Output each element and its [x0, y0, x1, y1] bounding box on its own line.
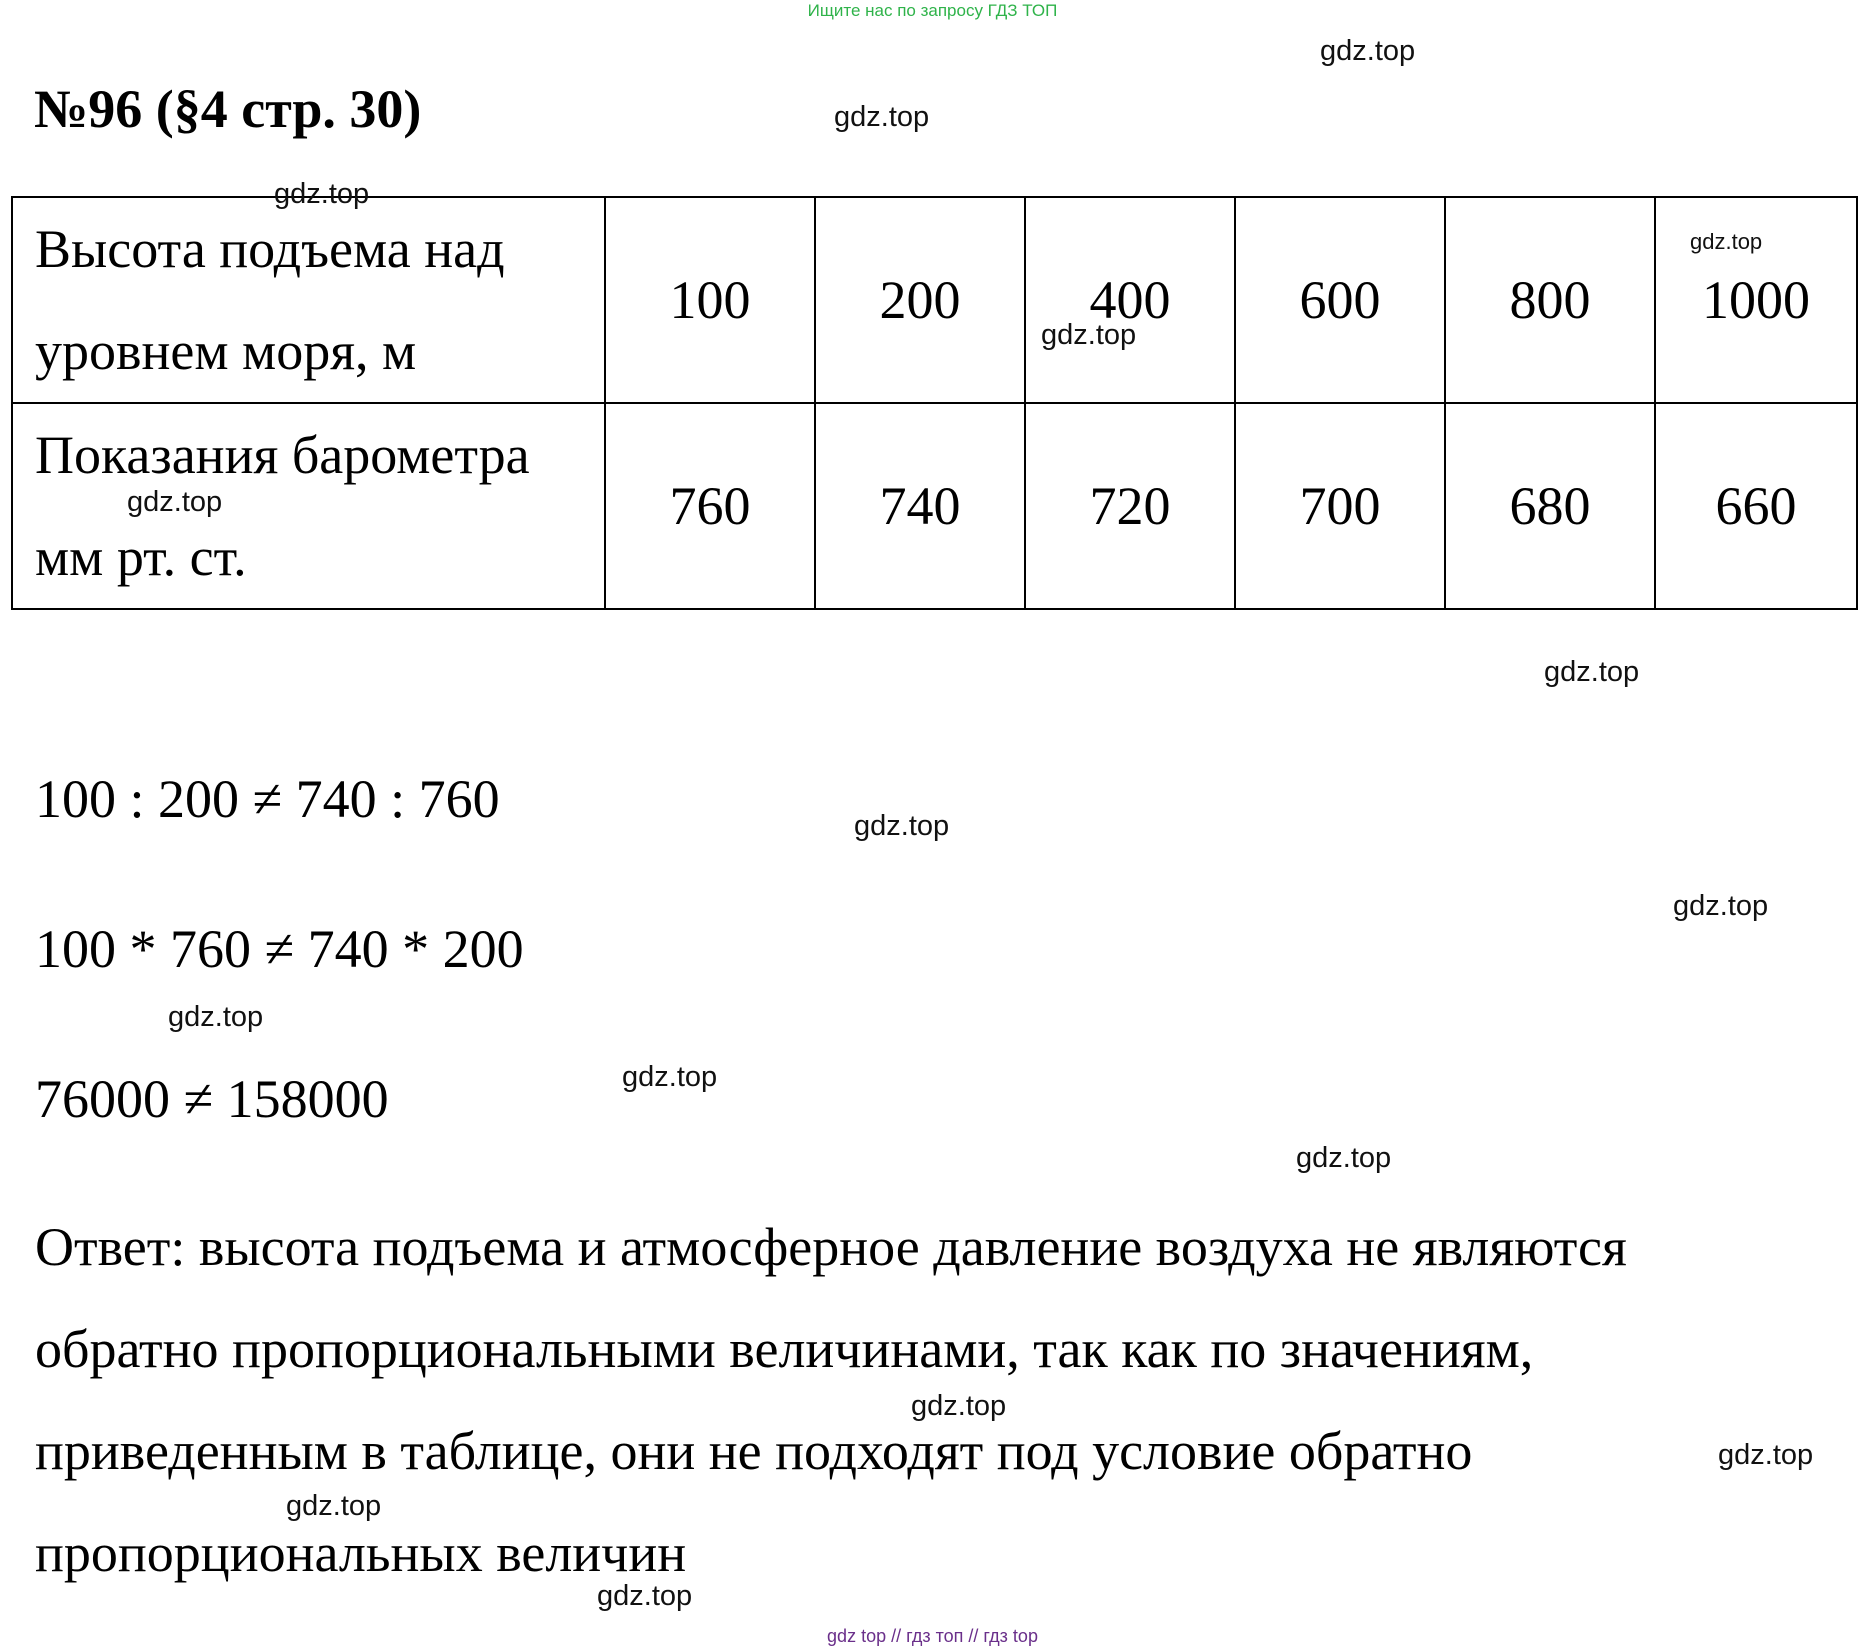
answer-line-3: приведенным в таблице, они не подходят под условие обратно [35, 1421, 1473, 1481]
footer-watermark: gdz top // гдз топ // гдз top [827, 1626, 1038, 1646]
watermark: gdz.top [1320, 35, 1416, 67]
watermark: gdz.top [1718, 1439, 1814, 1471]
solution-line-3: 76000 ≠ 158000 [35, 1069, 389, 1129]
watermark: gdz.top [1673, 890, 1769, 922]
answer-line-1: Ответ: высота подъема и атмосферное давление воздуха не являются [35, 1217, 1627, 1277]
page-title: №96 (§4 стр. 30) [34, 79, 422, 139]
table-row-height [12, 197, 1857, 403]
watermark: gdz.top [834, 101, 930, 133]
table-cell: 740 [815, 403, 1025, 609]
answer-line-2: обратно пропорциональными величинами, так как по значениям, [35, 1319, 1534, 1379]
watermark: gdz.top [274, 178, 370, 210]
watermark: gdz.top [1041, 319, 1137, 351]
watermark: gdz.top [1690, 229, 1763, 254]
table-cell: 680 [1445, 403, 1655, 609]
table-cell: 720 [1025, 403, 1235, 609]
table-cell: 660 [1655, 403, 1857, 609]
answer-line-4: пропорциональных величин [35, 1523, 687, 1583]
table-cell: 800 [1445, 197, 1655, 403]
table-cell: 1000 [1655, 197, 1857, 403]
row-header-height: Высота подъема над уровнем моря, м [12, 197, 605, 403]
watermark: gdz.top [127, 486, 223, 518]
top-banner: Ищите нас по запросу ГДЗ ТОП [807, 1, 1058, 20]
table-cell: 100 [605, 197, 815, 403]
watermark: gdz.top [854, 810, 950, 842]
table-cell: 200 [815, 197, 1025, 403]
table-cell: 700 [1235, 403, 1445, 609]
data-table [11, 196, 1858, 610]
table-cell: 400 [1025, 197, 1235, 403]
solution-line-1: 100 : 200 ≠ 740 : 760 [35, 769, 500, 829]
watermark: gdz.top [286, 1490, 382, 1522]
watermark: gdz.top [168, 1001, 264, 1033]
table-cell: 600 [1235, 197, 1445, 403]
watermark: gdz.top [597, 1580, 693, 1612]
row-header-pressure: Показания барометра мм рт. ст. [12, 403, 605, 609]
table-row-pressure [12, 403, 1857, 609]
watermark: gdz.top [911, 1390, 1007, 1422]
solution-line-2: 100 * 760 ≠ 740 * 200 [35, 919, 524, 979]
watermark: gdz.top [1296, 1142, 1392, 1174]
table-cell: 760 [605, 403, 815, 609]
watermark: gdz.top [622, 1061, 718, 1093]
watermark: gdz.top [1544, 656, 1640, 688]
